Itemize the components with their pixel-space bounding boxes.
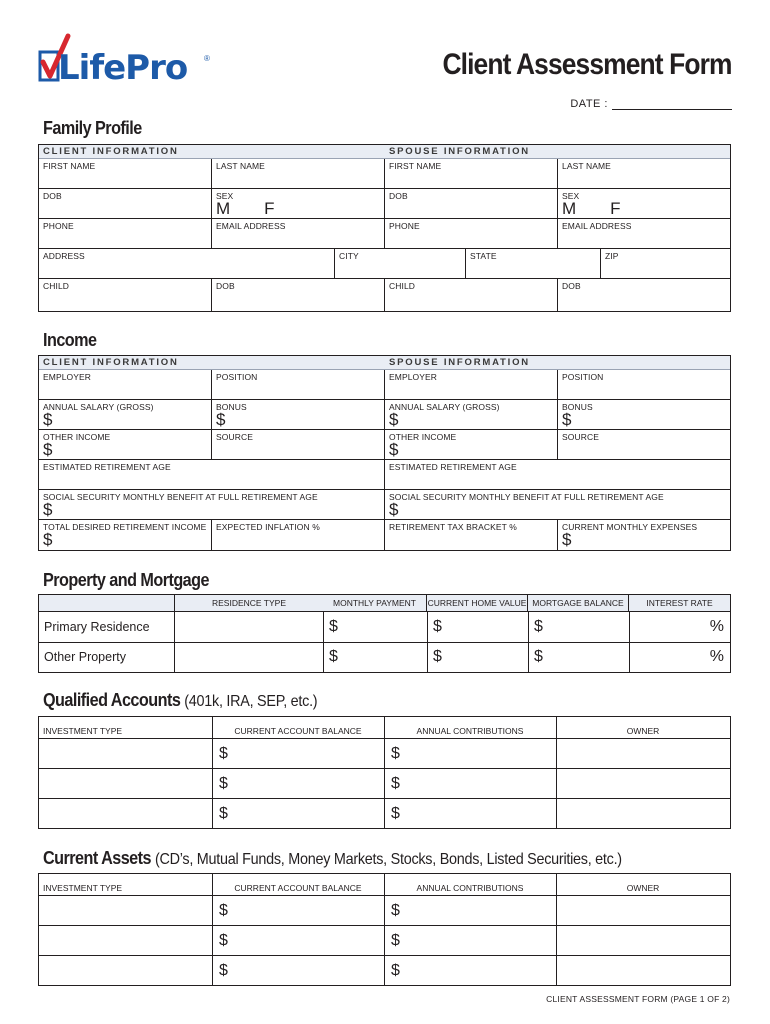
field-label: DOB (43, 191, 62, 201)
assets-balance-2[interactable] (213, 926, 384, 955)
spouse-annual-salary-field[interactable] (385, 400, 558, 430)
field-label: FIRST NAME (43, 161, 96, 171)
field-label: OTHER INCOME (389, 432, 457, 442)
field-label: SOURCE (562, 432, 599, 442)
col-current-account-balance: CURRENT ACCOUNT BALANCE (234, 726, 362, 736)
spouse-retirement-age-field[interactable] (385, 460, 730, 490)
qualified-investment-type-2[interactable] (39, 769, 212, 798)
spouse-last-name-field[interactable] (558, 159, 730, 189)
field-label: SOURCE (216, 432, 253, 442)
client-bonus-field[interactable] (212, 400, 385, 430)
client-sex-field[interactable] (212, 189, 385, 219)
dollar-sign: $ (391, 745, 400, 762)
dollar-sign: $ (391, 932, 400, 949)
field-label: RETIREMENT TAX BRACKET % (389, 522, 517, 532)
dollar-sign: $ (43, 410, 53, 429)
assets-contrib-3[interactable] (385, 956, 556, 985)
spouse-position-field[interactable] (558, 370, 730, 400)
spouse-bonus-field[interactable] (558, 400, 730, 430)
client-dob-field[interactable] (39, 189, 212, 219)
family-profile-title: Family Profile (43, 118, 142, 138)
row-label-other-property (38, 642, 175, 673)
qualified-contrib-1[interactable] (385, 739, 556, 768)
income-title: Income (43, 330, 97, 350)
primary-mortgage-balance-field[interactable] (528, 612, 630, 643)
qualified-owner-1[interactable] (557, 739, 730, 768)
col-annual-contributions: ANNUAL CONTRIBUTIONS (416, 726, 524, 736)
blank-header-cell (38, 594, 174, 612)
dollar-sign: $ (562, 410, 572, 429)
qualified-contrib-3[interactable] (385, 799, 556, 828)
dollar-sign: $ (562, 530, 572, 549)
date-field[interactable] (570, 98, 732, 110)
registered-mark: ® (204, 54, 210, 63)
col-annual-contributions: ANNUAL CONTRIBUTIONS (416, 883, 524, 893)
field-label: EMAIL ADDRESS (216, 221, 286, 231)
dollar-sign: $ (391, 805, 400, 822)
dollar-sign: $ (329, 618, 338, 635)
spouse-dob-field[interactable] (385, 189, 558, 219)
spouse-info-heading: SPOUSE INFORMATION (385, 356, 730, 370)
sex-f-option[interactable]: F (264, 199, 275, 218)
assets-investment-type-2[interactable] (39, 926, 212, 955)
field-label: EXPECTED INFLATION % (216, 522, 320, 532)
field-label: DOB (389, 191, 408, 201)
primary-residence-type-field[interactable] (174, 612, 324, 643)
page-footer: CLIENT ASSESSMENT FORM (PAGE 1 OF 2) (546, 994, 730, 1004)
spouse-source-field[interactable] (558, 430, 730, 460)
client-info-heading: CLIENT INFORMATION (39, 145, 385, 159)
spouse-sex-field[interactable] (558, 189, 730, 219)
client-ss-benefit-field[interactable] (39, 490, 385, 520)
date-line[interactable] (612, 98, 732, 110)
field-label: LAST NAME (216, 161, 265, 171)
family-profile-grid (38, 144, 731, 312)
dollar-sign: $ (219, 902, 228, 919)
field-label: STATE (470, 251, 497, 261)
qualified-contrib-2[interactable] (385, 769, 556, 798)
zip-field[interactable] (601, 249, 730, 279)
field-label: FIRST NAME (389, 161, 442, 171)
child-dob-field-1[interactable] (212, 279, 385, 311)
field-label: SEX (562, 191, 580, 201)
field-label: PHONE (389, 221, 420, 231)
field-label: SOCIAL SECURITY MONTHLY BENEFIT AT FULL RETIREMENT AGE (389, 492, 664, 502)
spouse-employer-field[interactable] (385, 370, 558, 400)
current-assets-title (43, 848, 622, 869)
client-other-income-field[interactable] (39, 430, 212, 460)
section-subtitle: (CD’s, Mutual Funds, Money Markets, Stocks, Bonds, Listed Securities, etc.) (154, 851, 622, 868)
assets-owner-1[interactable] (557, 896, 730, 925)
retirement-tax-bracket-field[interactable] (385, 520, 558, 550)
assets-balance-3[interactable] (213, 956, 384, 985)
other-monthly-payment-field[interactable] (323, 642, 428, 673)
qualified-owner-3[interactable] (557, 799, 730, 828)
other-residence-type-field[interactable] (174, 642, 324, 673)
assets-investment-type-1[interactable] (39, 896, 212, 925)
field-label: ADDRESS (43, 251, 85, 261)
form-title: Client Assessment Form (442, 48, 732, 81)
client-phone-field[interactable] (39, 219, 212, 249)
col-interest-rate: INTEREST RATE (629, 594, 731, 612)
other-mortgage-balance-field[interactable] (528, 642, 630, 673)
other-home-value-field[interactable] (427, 642, 529, 673)
field-label: ZIP (605, 251, 619, 261)
field-label: POSITION (562, 372, 604, 382)
dollar-sign: $ (433, 618, 442, 635)
field-label: ESTIMATED RETIREMENT AGE (43, 462, 171, 472)
col-owner: OWNER (626, 726, 660, 736)
dollar-sign: $ (43, 440, 53, 459)
row-label-primary-residence (38, 612, 175, 643)
child-field-1[interactable] (39, 279, 212, 311)
dollar-sign: $ (329, 648, 338, 665)
field-label: ESTIMATED RETIREMENT AGE (389, 462, 517, 472)
child-field-2[interactable] (385, 279, 558, 311)
qualified-owner-2[interactable] (557, 769, 730, 798)
field-label: CHILD (43, 281, 70, 291)
field-label: CURRENT MONTHLY EXPENSES (562, 522, 698, 532)
qualified-balance-1[interactable] (213, 739, 384, 768)
client-last-name-field[interactable] (212, 159, 385, 189)
client-first-name-field[interactable] (39, 159, 212, 189)
col-current-account-balance: CURRENT ACCOUNT BALANCE (234, 883, 362, 893)
state-field[interactable] (466, 249, 601, 279)
field-label: ANNUAL SALARY (GROSS) (389, 402, 500, 412)
logo-wordmark: LifePro (58, 48, 188, 88)
current-monthly-expenses-field[interactable] (558, 520, 730, 550)
field-label: POSITION (216, 372, 258, 382)
col-monthly-payment: MONTHLY PAYMENT (323, 594, 427, 612)
field-label: EMPLOYER (389, 372, 438, 382)
field-label: EMAIL ADDRESS (562, 221, 632, 231)
dollar-sign: $ (389, 500, 399, 519)
field-label: DOB (216, 281, 235, 291)
dollar-sign: $ (219, 805, 228, 822)
section-subtitle: (401k, IRA, SEP, etc.) (184, 693, 318, 710)
section-heading: Current Assets (43, 848, 151, 868)
dollar-sign: $ (389, 410, 399, 429)
spouse-info-heading: SPOUSE INFORMATION (385, 145, 730, 159)
assets-owner-3[interactable] (557, 956, 730, 985)
col-mortgage-balance: MORTGAGE BALANCE (528, 594, 629, 612)
dollar-sign: $ (389, 440, 399, 459)
qualified-investment-type-3[interactable] (39, 799, 212, 828)
child-dob-field-2[interactable] (558, 279, 730, 311)
client-employer-field[interactable] (39, 370, 212, 400)
percent-sign: % (709, 618, 724, 635)
dollar-sign: $ (219, 932, 228, 949)
field-label: BONUS (216, 402, 247, 412)
spouse-ss-benefit-field[interactable] (385, 490, 730, 520)
dollar-sign: $ (391, 962, 400, 979)
assets-contrib-1[interactable] (385, 896, 556, 925)
dollar-sign: $ (43, 500, 53, 519)
expected-inflation-field[interactable] (212, 520, 385, 550)
client-annual-salary-field[interactable] (39, 400, 212, 430)
client-email-field[interactable] (212, 219, 385, 249)
dollar-sign: $ (391, 775, 400, 792)
dollar-sign: $ (43, 530, 53, 549)
date-label: DATE : (570, 98, 608, 110)
col-current-home-value: CURRENT HOME VALUE (427, 594, 528, 612)
field-label: SOCIAL SECURITY MONTHLY BENEFIT AT FULL RETIREMENT AGE (43, 492, 318, 502)
dollar-sign: $ (433, 648, 442, 665)
other-interest-rate-field[interactable] (629, 642, 731, 673)
client-position-field[interactable] (212, 370, 385, 400)
sex-m-option[interactable]: M (216, 199, 231, 218)
field-label: SEX (216, 191, 234, 201)
dollar-sign: $ (219, 775, 228, 792)
col-investment-type: INVESTMENT TYPE (43, 883, 123, 893)
col-investment-type: INVESTMENT TYPE (43, 726, 123, 736)
qualified-accounts-title (43, 690, 317, 711)
client-source-field[interactable] (212, 430, 385, 460)
percent-sign: % (709, 648, 724, 665)
sex-m-option[interactable]: M (562, 199, 577, 218)
lifepro-logo (38, 32, 213, 88)
field-label: BONUS (562, 402, 593, 412)
assets-balance-1[interactable] (213, 896, 384, 925)
spouse-first-name-field[interactable] (385, 159, 558, 189)
dollar-sign: $ (534, 648, 543, 665)
sex-f-option[interactable]: F (610, 199, 621, 218)
dollar-sign: $ (219, 962, 228, 979)
field-label: LAST NAME (562, 161, 611, 171)
primary-interest-rate-field[interactable] (629, 612, 731, 643)
row-label: Other Property (44, 650, 126, 664)
assets-owner-2[interactable] (557, 926, 730, 955)
field-label: TOTAL DESIRED RETIREMENT INCOME (43, 522, 207, 532)
col-residence-type: RESIDENCE TYPE (174, 594, 324, 612)
assets-investment-type-3[interactable] (39, 956, 212, 985)
spouse-email-field[interactable] (558, 219, 730, 249)
total-desired-income-field[interactable] (39, 520, 212, 550)
qualified-balance-2[interactable] (213, 769, 384, 798)
city-field[interactable] (335, 249, 466, 279)
field-label: OTHER INCOME (43, 432, 111, 442)
primary-home-value-field[interactable] (427, 612, 529, 643)
property-title: Property and Mortgage (43, 570, 209, 590)
current-assets-table (38, 873, 731, 986)
qualified-investment-type-1[interactable] (39, 739, 212, 768)
dollar-sign: $ (534, 618, 543, 635)
field-label: DOB (562, 281, 581, 291)
assets-contrib-2[interactable] (385, 926, 556, 955)
field-label: CITY (339, 251, 359, 261)
client-retirement-age-field[interactable] (39, 460, 385, 490)
section-heading: Qualified Accounts (43, 690, 181, 710)
spouse-other-income-field[interactable] (385, 430, 558, 460)
income-grid (38, 355, 731, 551)
qualified-accounts-table (38, 716, 731, 829)
dollar-sign: $ (219, 745, 228, 762)
col-owner: OWNER (626, 883, 660, 893)
qualified-balance-3[interactable] (213, 799, 384, 828)
address-field[interactable] (39, 249, 335, 279)
field-label: PHONE (43, 221, 74, 231)
spouse-phone-field[interactable] (385, 219, 558, 249)
dollar-sign: $ (391, 902, 400, 919)
field-label: ANNUAL SALARY (GROSS) (43, 402, 154, 412)
client-info-heading: CLIENT INFORMATION (39, 356, 385, 370)
dollar-sign: $ (216, 410, 226, 429)
row-label: Primary Residence (44, 620, 150, 634)
field-label: EMPLOYER (43, 372, 92, 382)
field-label: CHILD (389, 281, 416, 291)
primary-monthly-payment-field[interactable] (323, 612, 428, 643)
